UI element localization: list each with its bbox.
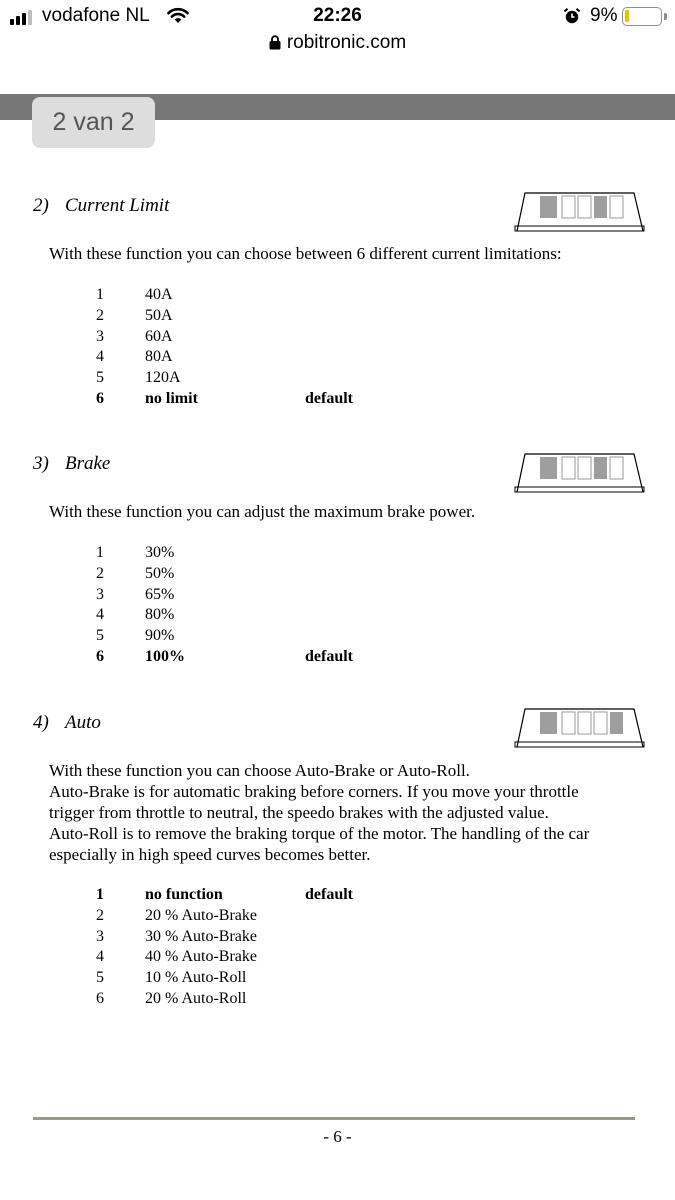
description-line: With these function you can choose Auto-Brake or Auto-Roll. [49, 761, 470, 780]
description-line: Auto-Roll is to remove the braking torque of the motor. The handling of the car [49, 824, 590, 843]
section-number: 4) [33, 712, 49, 733]
description-line: Auto-Brake is for automatic braking before corners. If you move your throttle [49, 782, 579, 801]
lock-icon [269, 35, 281, 50]
section-title: Brake [65, 453, 111, 474]
section-description [49, 760, 589, 865]
footer-divider [33, 1117, 635, 1120]
page-indicator: 2 van 2 [32, 97, 155, 148]
section-description: With these function you can choose between 6 different current limitations: [49, 244, 562, 263]
section-brake-title [33, 453, 110, 475]
battery-tip [664, 13, 667, 20]
status-bar [0, 0, 675, 60]
switch-panel-icon [514, 707, 645, 749]
carrier-name: vodafone NL [42, 5, 150, 26]
description-line: trigger from throttle to neutral, the speedo brakes with the adjusted value. [49, 803, 549, 822]
alarm-icon [563, 7, 581, 25]
section-number: 2) [33, 195, 49, 216]
url-text: robitronic.com [286, 32, 407, 53]
section-description: With these function you can adjust the maximum brake power. [49, 502, 476, 521]
section-title: Current Limit [65, 195, 170, 216]
address-bar[interactable] [0, 32, 675, 54]
section-number: 3) [33, 453, 49, 474]
battery-percentage: 9% [590, 5, 618, 26]
page-number: - 6 - [323, 1127, 352, 1146]
section-auto-title [33, 712, 101, 734]
switch-panel-icon [514, 191, 645, 233]
description-line: especially in high speed curves becomes better. [49, 845, 371, 864]
section-title: Auto [65, 712, 101, 733]
battery-icon [622, 7, 662, 26]
section-current-limit-title [33, 195, 169, 217]
switch-panel-icon [514, 452, 645, 494]
clock: 22:26 [313, 5, 362, 26]
